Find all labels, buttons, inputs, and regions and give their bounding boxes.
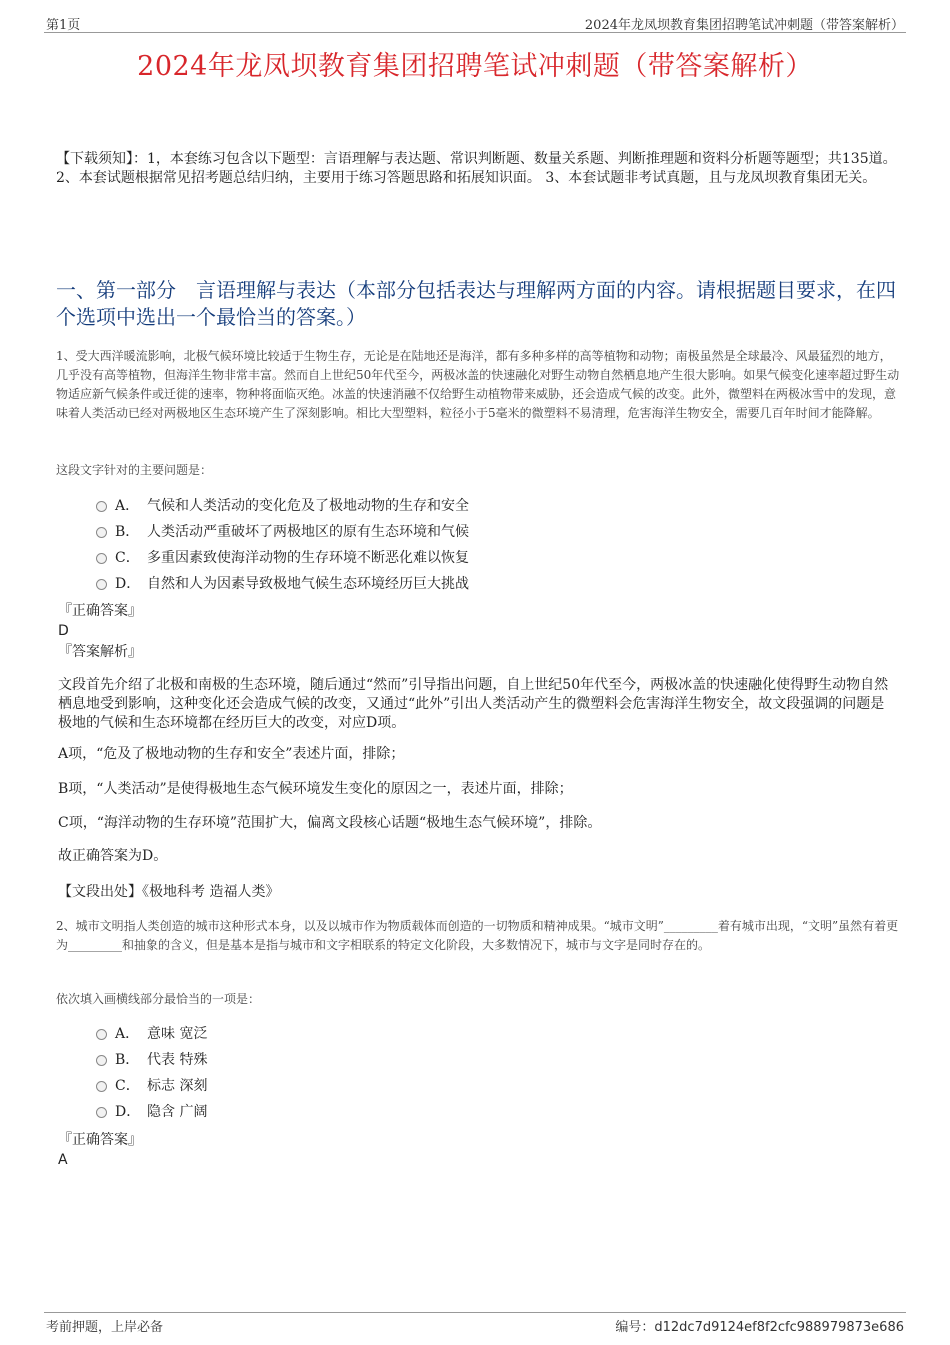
question-2-text: 2、城市文明指人类创造的城市这种形式本身，以及以城市作为物质载体而创造的一切物质和精神成果。“城市文明”_________着有城市出现，“文明”虽然有着更为_________和抽象的含义，但是基本是指与城市和文字相联系的特定文化阶段，大多数情况下，城市与文字是同时存在的。 (56, 919, 899, 952)
page-footer (44, 1312, 906, 1337)
question-1-source: 【文段出处】《极地科考 造福人类》 (58, 884, 280, 900)
question-1-analysis-label: 『答案解析』 (58, 644, 142, 660)
question-1-prompt: 这段文字针对的主要问题是： (56, 463, 213, 477)
section-heading: 一、第一部分 言语理解与表达（本部分包括表达与理解两方面的内容。请根据题目要求，在四个选项中选出一个最恰当的答案。） (56, 278, 896, 329)
page-title: 2024年龙凤坝教育集团招聘笔试冲刺题（带答案解析） (137, 51, 813, 82)
radio-icon[interactable] (96, 553, 107, 564)
question-1-reason-c: C项，“海洋动物的生存环境”范围扩大，偏离文段核心话题“极地生态气候环境”，排除。 (58, 815, 602, 831)
header-doc-title: 2024年龙凤坝教育集团招聘笔试冲刺题（带答案解析） (584, 18, 904, 33)
question-1-conclusion: 故正确答案为D。 (58, 848, 168, 864)
radio-icon[interactable] (96, 501, 107, 512)
question-1-reason-b: B项，“人类活动”是使得极地生态气候环境发生变化的原因之一，表述片面，排除； (58, 781, 573, 797)
question-2-option-d[interactable]: D． 隐含 广阔 (96, 1102, 207, 1122)
question-1-reason-a: A项，“危及了极地动物的生存和安全”表述片面，排除； (58, 746, 405, 762)
radio-icon[interactable] (96, 1081, 107, 1092)
footer-code (615, 1316, 904, 1335)
question-1-analysis: 文段首先介绍了北极和南极的生态环境，随后通过“然而”引导指出问题，自上世纪50年代至今，两极冰盖的快速融化使得野生动物自然栖息地受到影响，这种变化还会造成气候的改变，又通过“此外”引出人类活动产生的微塑料会危害海洋生物安全，故文段强调的问题是极地的气候和生态环境都在经历巨大的改变，对应D项。 (58, 677, 889, 731)
question-2-answer: A (58, 1152, 68, 1168)
page-number: 第1页 (46, 18, 81, 33)
question-1-answer: D (58, 623, 69, 639)
radio-icon[interactable] (96, 1029, 107, 1040)
radio-icon[interactable] (96, 527, 107, 538)
question-2-option-b[interactable]: B． 代表 特殊 (96, 1050, 207, 1070)
radio-icon[interactable] (96, 579, 107, 590)
footer-slogan: 考前押题，上岸必备 (46, 1320, 164, 1335)
question-1-answer-label: 『正确答案』 (58, 603, 142, 619)
question-1-option-c[interactable]: C． 多重因素致使海洋动物的生存环境不断恶化难以恢复 (96, 548, 469, 568)
question-2-answer-label: 『正确答案』 (58, 1132, 142, 1148)
radio-icon[interactable] (96, 1055, 107, 1066)
footer-code-label: 编号： (615, 1320, 655, 1335)
question-1-option-a[interactable]: A． 气候和人类活动的变化危及了极地动物的生存和安全 (96, 496, 469, 516)
question-1-option-d[interactable]: D． 自然和人为因素导致极地气候生态环境经历巨大挑战 (96, 574, 469, 594)
question-2-option-a[interactable]: A． 意味 宽泛 (96, 1024, 207, 1044)
question-1-option-b[interactable]: B． 人类活动严重破坏了两极地区的原有生态环境和气候 (96, 522, 469, 542)
footer-code-value: d12dc7d9124ef8f2cfc988979873e686 (654, 1320, 904, 1335)
question-2-option-c[interactable]: C． 标志 深刻 (96, 1076, 207, 1096)
question-1-text: 1、受大西洋暖流影响，北极气候环境比较适于生物生存，无论是在陆地还是海洋，都有多种多样的高等植物和动物；南极虽然是全球最冷、风最猛烈的地方，几乎没有高等植物，但海洋生物非常丰富。然而自上世纪50年代至今，两极冰盖的快速融化对野生动物自然栖息地产生很大影响。如果气候变化速率超过野生动物适应新气候条件或迁徙的速率，物种将面临灭绝。冰盖的快速消融不仅给野生动植物带来威胁，还会造成气候的改变。此外，微塑料在两极冰雪中的发现，意味着人类活动已经对两极地区生态环境产生了深刻影响。相比大型塑料，粒径小于5毫米的微塑料不易清理，危害海洋生物安全，需要几百年时间才能降解。 (56, 349, 900, 420)
page-header (44, 12, 906, 33)
download-notice: 【下载须知】：1，本套练习包含以下题型：言语理解与表达题、常识判断题、数量关系题、判断推理题和资料分析题等题型；共135道。 2、本套试题根据常见招考题总结归纳，主要用于练习答题思路和拓展知识面。 3、本套试题非考试真题，且与龙凤坝教育集团无关。 (56, 151, 897, 186)
question-2-prompt: 依次填入画横线部分最恰当的一项是： (56, 992, 261, 1006)
radio-icon[interactable] (96, 1107, 107, 1118)
